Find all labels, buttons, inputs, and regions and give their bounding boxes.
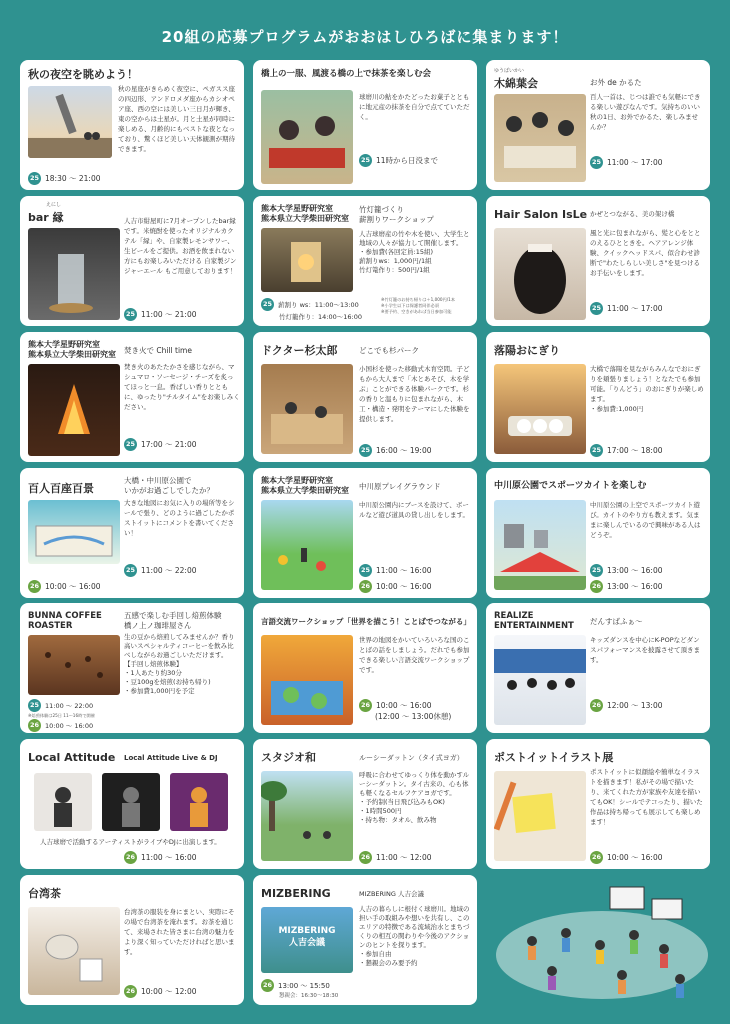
day-badge-26: 26	[28, 580, 41, 593]
photo-artist-2	[102, 773, 160, 831]
card-title: 落陽おにぎり	[494, 344, 560, 357]
card-subtitle	[124, 476, 214, 496]
day-badge-26: 26	[590, 851, 603, 864]
day-badge-25: 25	[590, 302, 603, 315]
day-badge-26: 26	[261, 979, 274, 992]
day-badge-26: 26	[28, 719, 41, 732]
photo-kite	[494, 500, 586, 590]
card-description: 球磨川の鮎をかたどったお菓子とともに地元産の抹茶を自分で点てていただく。	[359, 93, 470, 121]
time-row	[590, 302, 663, 315]
subtitle-line-1: 竹灯籠づくり	[359, 205, 404, 214]
time-row	[590, 156, 663, 169]
card-description: 人吉球磨で活動するアーティストがライブやDJに出演します。	[40, 838, 221, 846]
info-heading: 【手回し焙煎体験】	[124, 660, 183, 668]
photo-yoga	[261, 771, 353, 861]
time-row	[279, 312, 362, 321]
card-description	[359, 230, 473, 275]
time-row	[28, 719, 93, 732]
subtitle-line-1: 五感で楽しむ手回し焙煎体験	[124, 611, 222, 620]
time-text: 16:00 ～ 19:00	[376, 446, 432, 455]
card-title: スタジオ和	[261, 751, 316, 764]
card-description: 大きな地図にお気に入りの場所等をシールで張り、どのように過ごしたかポストイットにコメントを書いてください！	[124, 499, 235, 537]
time-text: 11:00 ～ 12:00	[376, 853, 432, 862]
card-title	[28, 340, 116, 360]
card-title: 木綿葉会	[494, 77, 538, 90]
card-karuta	[486, 60, 710, 190]
info-line: ・持ち物：タオル、飲み物	[359, 816, 437, 824]
time-text: 12:00 ～ 13:00	[607, 701, 663, 710]
card-description	[124, 633, 240, 696]
photo-map-board	[28, 500, 120, 564]
time-text: 11:00 ～ 17:00	[607, 304, 663, 313]
day-badge-25: 25	[124, 564, 137, 577]
desc-text: 生の豆から焙煎してみませんか？香り高いスペシャルティコーヒーを飲み比べしながらお過ごしいただけます。	[124, 633, 235, 659]
fee-line: ・参加費:1,000円	[590, 405, 644, 413]
time-row	[590, 580, 663, 593]
time-text: 10:00 ～ 16:00	[376, 701, 432, 710]
note-line: ※竹灯籠のお持ち帰りは＋1,000円/1本	[381, 297, 456, 302]
logo-line-1: MIZBERING	[278, 926, 336, 936]
time-text: 10:00 ～ 16:00	[607, 853, 663, 862]
info-line: ・豆100gを焙煎(お持ち帰り)	[124, 678, 211, 686]
card-subtitle: 中川原プレイグラウンド	[359, 482, 441, 491]
time-row	[124, 851, 197, 864]
day-badge-25: 25	[359, 564, 372, 577]
card-subtitle: Local Attitude Live & DJ	[124, 754, 218, 762]
card-title	[28, 611, 102, 631]
card-mizbering	[253, 875, 477, 1005]
card-subtitle: ルーシーダットン（タイ式ヨガ）	[359, 754, 464, 762]
day-badge-26: 26	[359, 851, 372, 864]
card-title: 秋の夜空を眺めよう！	[28, 68, 138, 81]
time-text: 竹灯籠作り：14:00～16:00	[279, 313, 362, 321]
time-row	[590, 564, 663, 577]
desc-text: 呼吸に合わせてゆっくり体を動かすルーシーダットン。タイ古来の、心も体も軽くなるセルフケアヨガです。	[359, 771, 470, 797]
card-subtitle: お外 de かるた	[590, 78, 642, 87]
time-row	[359, 580, 432, 593]
time-row	[124, 308, 197, 321]
card-description: 人吉市紺屋町に7月オープンしたbar縁です。米焼酎を使ったオリジナルカクテル「縁」や、自家製レモンサワー、生ビールをご提供。お酒を飲まれない方にもお楽しみいただける 自家製ジンジャーエール もご用意しております！	[124, 217, 237, 275]
day-badge-25: 25	[359, 444, 372, 457]
title-line-2: ROASTER	[28, 621, 73, 631]
time-text: 11時から日没まで	[376, 156, 439, 165]
time-text: 13:00 ～ 16:00	[607, 566, 663, 575]
card-subtitle	[359, 205, 434, 225]
fee-line: 竹灯篭作り：500円/1組	[359, 266, 430, 274]
title-line-2: 熊本県立大学柴田研究室	[261, 214, 349, 223]
card-matcha	[253, 60, 477, 190]
photo-karuta	[494, 94, 586, 182]
time-text: 10:00 ～ 12:00	[141, 987, 197, 996]
photo-mizbering	[261, 907, 353, 973]
photo-hair	[494, 228, 586, 320]
mizbering-logo-text	[261, 925, 353, 949]
card-local-attitude	[20, 739, 244, 869]
title-line-1: BUNNA COFFEE	[28, 611, 102, 621]
photo-coffee-beans	[28, 635, 120, 695]
subtitle-line-2: 薪割りワークショップ	[359, 215, 434, 224]
time-text: 11:00 ～ 22:00	[141, 566, 197, 575]
card-bamboo-lantern	[253, 196, 477, 326]
day-badge-26: 26	[124, 985, 137, 998]
card-studio-wa	[253, 739, 477, 869]
card-taiwan-tea	[20, 875, 244, 1005]
time-text: 11:00 ～ 16:00	[376, 566, 432, 575]
card-subtitle: MIZBERING 人吉会議	[359, 890, 424, 898]
notes	[381, 297, 475, 315]
time-text: 11:00 ～ 21:00	[141, 310, 197, 319]
time-text: 10:00 ～ 16:00	[45, 582, 101, 591]
event-illustration	[492, 875, 712, 1007]
card-dance	[486, 603, 710, 733]
card-sugi-park	[253, 332, 477, 462]
time-row	[28, 699, 93, 712]
photo-artist-1	[34, 773, 92, 831]
page-title: 20組の応募プログラムがおおはしひろばに集まります！	[161, 28, 569, 46]
card-hyakunin	[20, 468, 244, 598]
card-description	[359, 905, 473, 968]
time-row	[359, 444, 432, 457]
card-description: 小国杉を使った移動式木育空間。子どもから大人まで「木とあそび、木を学ぶ」ことができる体験パークです。杉の香りと温もりに包まれながら、木工・構造・発明をテーマにした体験を提供します。	[359, 365, 470, 423]
day-badge-25: 25	[28, 699, 41, 712]
card-description	[359, 771, 473, 825]
time-text: 13:00 ～ 15:50	[278, 981, 330, 990]
subtitle-line-1: 大橋・中川原公園で	[124, 476, 192, 485]
day-badge-25: 25	[28, 172, 41, 185]
card-title: MIZBERING	[261, 887, 331, 900]
note-line: ※要予約、空きがあれば当日参加可能	[381, 309, 452, 314]
card-title: bar 縁	[28, 211, 64, 224]
card-title	[261, 476, 349, 496]
day-badge-26: 26	[590, 580, 603, 593]
time-text: 17:00 ～ 21:00	[141, 440, 197, 449]
card-onigiri	[486, 332, 710, 462]
info-line: ・1時間500円	[359, 807, 402, 815]
info-line: ・1人あたり約30分	[124, 669, 182, 677]
time-text: 10:00 ～ 16:00	[45, 722, 94, 730]
time-text: 18:30 ～ 21:00	[45, 174, 101, 183]
day-badge-26: 26	[359, 580, 372, 593]
day-badge-25: 25	[359, 154, 372, 167]
card-title: 台湾茶	[28, 887, 61, 900]
card-description: 風と光に包まれながら、髪と心をととのえるひとときを。ヘアアレンジ体験、クイックヘッドスパ、似合わせ診断で"わたしらしい美しさ"を見つけるお手伝いをします。	[590, 229, 701, 277]
photo-tea-ceremony	[261, 90, 353, 184]
time-text: 11:00 ～ 17:00	[607, 158, 663, 167]
time-row	[124, 985, 197, 998]
card-title	[494, 611, 574, 631]
day-badge-25: 25	[590, 156, 603, 169]
time-row	[590, 851, 663, 864]
crowd-illustration	[492, 875, 712, 1007]
card-description: キッズダンスを中心にK-POPなどダンスパフォーマンスを披露させて頂きます。	[590, 636, 700, 664]
time-row	[590, 699, 663, 712]
time-text: 13:00 ～ 16:00	[607, 582, 663, 591]
time-row	[359, 564, 432, 577]
card-subtitle: だんすばふぁ～	[590, 617, 643, 626]
photo-cocktail	[28, 228, 120, 320]
title-line-2: 熊本県立大学柴田研究室	[28, 350, 116, 359]
photo-bonfire	[28, 364, 120, 456]
card-title: 橋上の一服、風渡る橋の上で抹茶を楽しむ会	[261, 69, 432, 79]
time-row	[261, 979, 330, 992]
photo-wood-play	[261, 364, 353, 454]
photo-telescope	[28, 86, 112, 158]
time-row	[124, 438, 197, 451]
photo-playground	[261, 500, 353, 590]
card-title: Hair Salon IsLe	[494, 208, 588, 221]
card-title: ポストイットイラスト展	[494, 751, 614, 764]
time-text: (12:00 ～ 13:00休憩)	[375, 712, 452, 721]
day-badge-25: 25	[124, 308, 137, 321]
time-text: 17:00 ～ 18:00	[607, 446, 663, 455]
day-badge-26: 26	[590, 699, 603, 712]
title-line-1: REALIZE	[494, 611, 534, 621]
card-coffee	[20, 603, 244, 733]
time-row	[124, 564, 197, 577]
day-badge-26: 26	[359, 699, 372, 712]
card-description: 世界の地図をかいていろいろな国のことばの話をしましょう。だれでも参加できる楽しい言語交流ワークショップです。	[359, 636, 470, 674]
day-badge-25: 25	[124, 438, 137, 451]
desc-text: 人吉球磨産の竹や木を使い、大学生と地域の人々が協力して開催します。	[359, 230, 470, 247]
title-line-2: 熊本県立大学柴田研究室	[261, 486, 349, 495]
title-line-1: 熊本大学星野研究室	[28, 340, 100, 349]
note-line: ※焙煎体験は25日 11～16時で開催	[28, 713, 95, 718]
card-title: 中川原公園でスポーツカイトを楽しむ	[494, 481, 647, 491]
card-description	[590, 364, 704, 414]
card-description: 秋の星座がきらめく夜空に、ペガスス座の四辺形、アンドロメダ座からカシオペア座、西の空には美しい三日月が輝き、東の空からは土星が。月と土星が同時に楽しめる、月齢的にもベストな夜となっており、驚くほど美しい天体観測が期待できます。	[118, 85, 235, 153]
subtitle-line-2: いかがお過ごしでしたか？	[124, 486, 214, 495]
card-bar-enishi	[20, 196, 244, 326]
photo-world-map	[261, 635, 353, 725]
photo-tea	[28, 907, 120, 995]
day-badge-25: 25	[261, 298, 274, 311]
card-language	[253, 603, 477, 733]
card-title: 言語交流ワークショップ「世界を描こう！ことばでつながる」	[261, 617, 471, 626]
note-line: ※小学生以下は保護者同伴必須	[381, 303, 439, 308]
info-line: ・参加自由	[359, 950, 392, 958]
title-line-1: 熊本大学星野研究室	[261, 204, 333, 213]
card-kite	[486, 468, 710, 598]
info-line: ・懇親会のみ要予約	[359, 959, 418, 967]
title-line-1: 熊本大学星野研究室	[261, 476, 333, 485]
card-subtitle: 焚き火で Chill time	[124, 346, 192, 355]
photo-dance	[494, 635, 586, 725]
info-line: ・参加費1,000円を予定	[124, 687, 195, 695]
photo-postit	[494, 771, 586, 861]
card-subtitle	[124, 611, 222, 631]
day-badge-25: 25	[590, 564, 603, 577]
card-bonfire	[20, 332, 244, 462]
card-description: 中川原公園の上空でスポーツカイト遊び。カイトのやり方も教えます。気ままに楽しんでいるので興味がある人はどうぞ。	[590, 501, 701, 539]
photo-bamboo	[261, 228, 353, 292]
card-description: ポストイットに似顔絵や簡単なイラストを描きます！私がその場で描いたり、来てくれた方が家族や友達を描いてもOK！シールでテコったり、描いた作品は持ち帰っても展示しても楽しめます！	[590, 768, 703, 826]
time-row	[590, 444, 663, 457]
card-postit	[486, 739, 710, 869]
card-description: 焚き火のあたたかさを感じながら、マシュマロ・ソーセージ・チーズを炙ってほっと一息。香ばしい香りとともに、ゆったり"チルタイム"をお楽しみください。	[124, 363, 240, 411]
card-description: 百人一首は、じつは誰でも気軽にできる楽しい遊びなんです。気持ちのいい秋の1日、お外でかるた、楽しみませんか？	[590, 93, 701, 131]
photo-artist-3	[170, 773, 228, 831]
card-description: 台湾茶の服装を身にまとい、実際にその場で台湾茶を淹れます。お茶を通じて、来場された皆さまに台湾の魅力をより深く知っていただければと思います。	[124, 908, 235, 956]
title-ruby: ゆうばいかい	[494, 68, 525, 74]
card-title: 百人百座百景	[28, 482, 94, 495]
day-badge-25: 25	[590, 444, 603, 457]
fee-line: 薪割りws：1,000円/1組	[359, 257, 432, 265]
time-text: 薪割り ws：11:00～13:00	[278, 301, 359, 309]
time-row	[359, 154, 438, 167]
time-row	[28, 172, 101, 185]
card-hair-salon	[486, 196, 710, 326]
card-playground	[253, 468, 477, 598]
card-title: ドクター杉太郎	[261, 344, 338, 357]
info-line: ・予約制(当日飛び込みもOK)	[359, 798, 445, 806]
time-row	[28, 580, 101, 593]
title-line-2: ENTERTAINMENT	[494, 621, 574, 631]
card-subtitle: どこでも杉パーク	[359, 346, 419, 355]
day-badge-26: 26	[124, 851, 137, 864]
card-title	[261, 204, 349, 224]
time-text: 11:00 ～ 22:00	[45, 702, 94, 710]
card-description: 中川原公園内にブースを設けて、ボールなど遊び道具の貸し出しをします。	[359, 501, 469, 519]
photo-onigiri	[494, 364, 586, 454]
time-row	[359, 851, 432, 864]
desc-text: 大橋で落陽を見ながらみんなでおにぎりを頬張りましょう！となたでも参加可能。「りんどう」のおにぎりが楽しめます。	[590, 365, 704, 403]
card-autumn-sky	[20, 60, 244, 190]
time-text: 10:00 ～ 16:00	[376, 582, 432, 591]
reception-time: 懇親会：16:30～18:30	[279, 993, 339, 999]
time-text: 11:00 ～ 16:00	[141, 853, 197, 862]
subtitle-line-2: 橋ノ上ノ珈琲屋さん	[124, 621, 192, 630]
title-ruby: えにし	[46, 202, 62, 208]
time-row	[375, 711, 451, 722]
logo-line-2: 人吉会議	[288, 938, 325, 948]
time-row	[261, 298, 359, 311]
card-subtitle: かぜとつながる、美の架け橋	[590, 210, 675, 218]
desc-text: 人吉の暮らしに根付く球磨川。地域の担い手の取組みや想いを共有し、このエリアの特徴である流域治水とまちづくりの相互の関わりや今後のアクションのヒントを探ります。	[359, 905, 470, 949]
card-title: Local Attitude	[28, 751, 116, 764]
fee-line: ・参加費(各回定員:15組)	[359, 248, 434, 256]
